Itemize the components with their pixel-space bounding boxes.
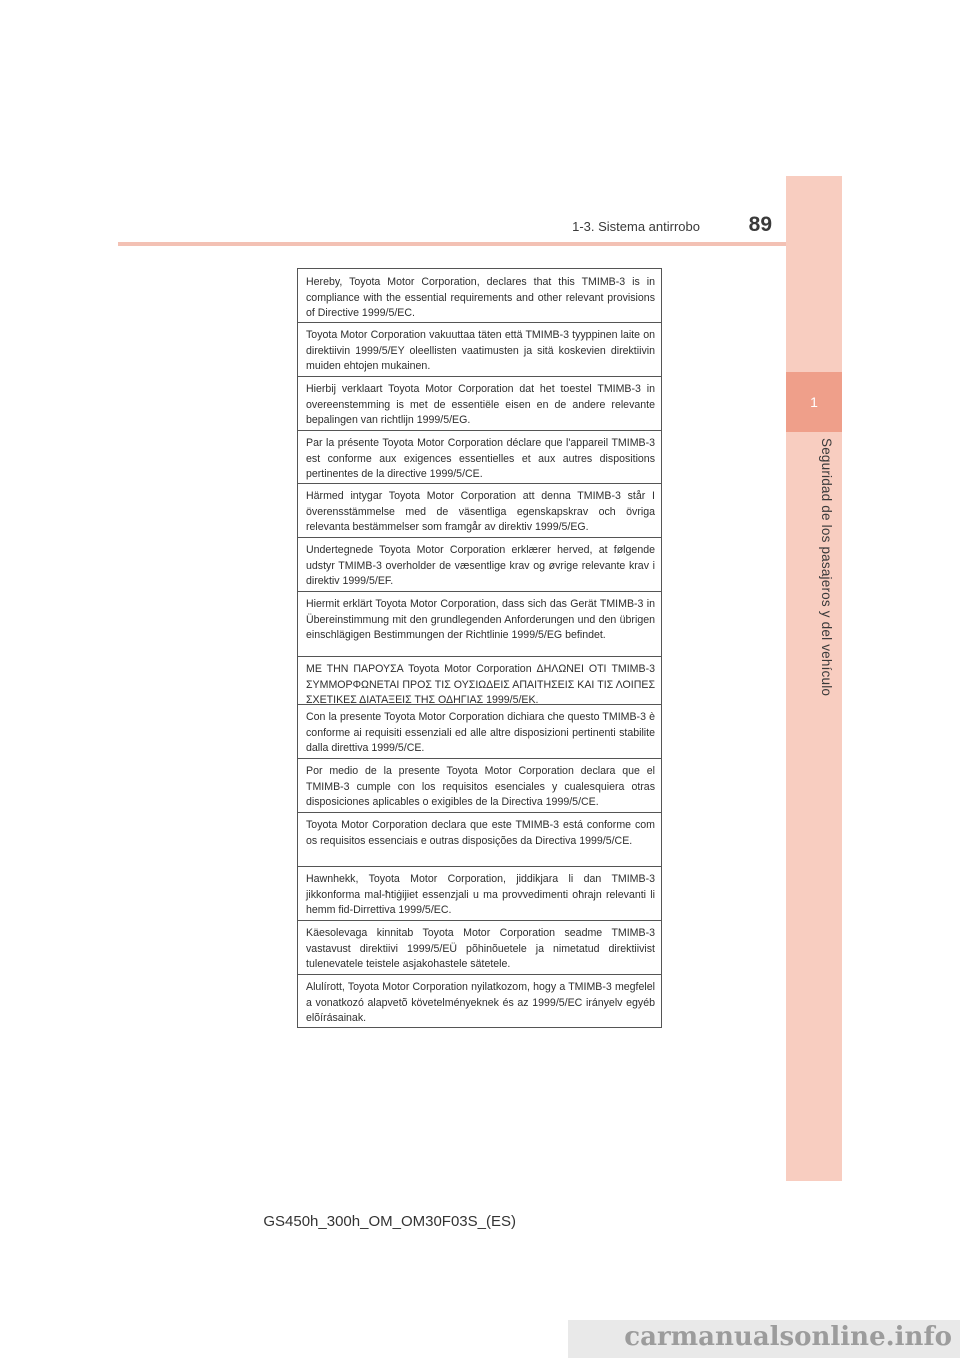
notice-finnish: Toyota Motor Corporation vakuuttaa täten että TMIMB-3 tyyppinen laite on direktiivin 1999/5/EY oleellisten vaatimusten ja sitä koskevien direktiivin muiden ehtojen mukainen. (306, 329, 655, 373)
notice-greek: ΜΕ ΤΗΝ ΠΑΡΟΥΣΑ Toyota Motor Corporation ΔΗΛΩΝΕΙ ΟΤΙ TMIMB-3 ΣΥΜΜΟΡΦΩΝΕΤΑΙ ΠΡΟΣ ΤΙΣ ΟΥΣΙΩΔΕΙΣ ΑΠΑΙΤΗΣΕΙΣ ΚΑΙ ΤΙΣ ΛΟΙΠΕΣ ΣΧΕΤΙΚΕΣ ΔΙΑΤΑΞΕΙΣ ΤΗΣ ΟΔΗΓΙΑΣ 1999/5/ΕΚ. (306, 663, 655, 707)
chapter-label: Seguridad de los pasajeros y del vehículo (819, 438, 834, 697)
chapter-number-tab[interactable] (786, 372, 842, 432)
manual-code: GS450h_300h_OM_OM30F03S_(ES) (263, 1213, 516, 1230)
page-number: 89 (748, 213, 772, 236)
notice-dutch: Hierbij verklaart Toyota Motor Corporation dat het toestel TMIMB-3 in overeenstemming is met de essentiële eisen en de andere relevante bepalingen van richtlijn 1999/5/EG. (306, 383, 655, 427)
header-rule (118, 242, 786, 246)
conformity-declaration-table (297, 268, 662, 1028)
notice-german: Hiermit erklärt Toyota Motor Corporation, dass sich das Gerät TMIMB-3 in Übereinstimmung mit den grundlegenden Anforderungen und den übrigen einschlägigen Bestimmungen der Richtlinie 1999/5/EG befindet. (306, 598, 655, 642)
notice-english: Hereby, Toyota Motor Corporation, declares that this TMIMB-3 is in compliance with the essential requirements and other relevant provisions of Directive 1999/5/EC. (306, 276, 655, 320)
notice-estonian: Käesolevaga kinnitab Toyota Motor Corporation seadme TMIMB-3 vastavust direktiivi 1999/5/EÜ põhinõuetele ja nimetatud direktiivist tulenevatele teistele asjakohastele sätetele. (306, 927, 655, 971)
notice-french: Par la présente Toyota Motor Corporation déclare que l'appareil TMIMB-3 est conforme aux exigences essentielles et aux autres dispositions pertinentes de la directive 1999/5/CE. (306, 437, 655, 481)
site-watermark: carmanualsonline.info (624, 1322, 952, 1352)
notice-italian: Con la presente Toyota Motor Corporation dichiara che questo TMIMB-3 è conforme ai requisiti essenziali ed alle altre disposizioni pertinenti stabilite dalla direttiva 1999/5/CE. (306, 711, 655, 755)
notice-hungarian: Alulírott, Toyota Motor Corporation nyilatkozom, hogy a TMIMB-3 megfelel a vonatkozó alapvetõ követelményeknek és az 1999/5/EC irányelv egyéb elõírásainak. (306, 981, 655, 1025)
notice-portuguese: Toyota Motor Corporation declara que este TMIMB-3 está conforme com os requisitos essenciais e outras disposições da Directiva 1999/5/CE. (306, 819, 655, 847)
section-title: 1-3. Sistema antirrobo (572, 219, 700, 234)
notice-danish: Undertegnede Toyota Motor Corporation erklærer herved, at følgende udstyr TMIMB-3 overholder de væsentlige krav og øvrige relevante krav i direktiv 1999/5/EF. (306, 544, 655, 588)
chapter-number: 1 (810, 394, 818, 410)
notice-spanish: Por medio de la presente Toyota Motor Corporation declara que el TMIMB-3 cumple con los requisitos esenciales y cualesquiera otras disposiciones aplicables o exigibles de la Directiva 1999/5/CE. (306, 765, 655, 809)
notice-maltese: Hawnhekk, Toyota Motor Corporation, jiddikjara li dan TMIMB-3 jikkonforma mal-ħtiġijiet essenzjali u ma provvedimenti oħrajn relevanti li hemm fid-Dirrettiva 1999/5/EC. (306, 873, 655, 917)
notice-swedish: Härmed intygar Toyota Motor Corporation att denna TMIMB-3 står I överensstämmelse med de väsentliga egenskapskrav och övriga relevanta bestämmelser som framgår av direktiv 1999/5/EG. (306, 490, 655, 534)
